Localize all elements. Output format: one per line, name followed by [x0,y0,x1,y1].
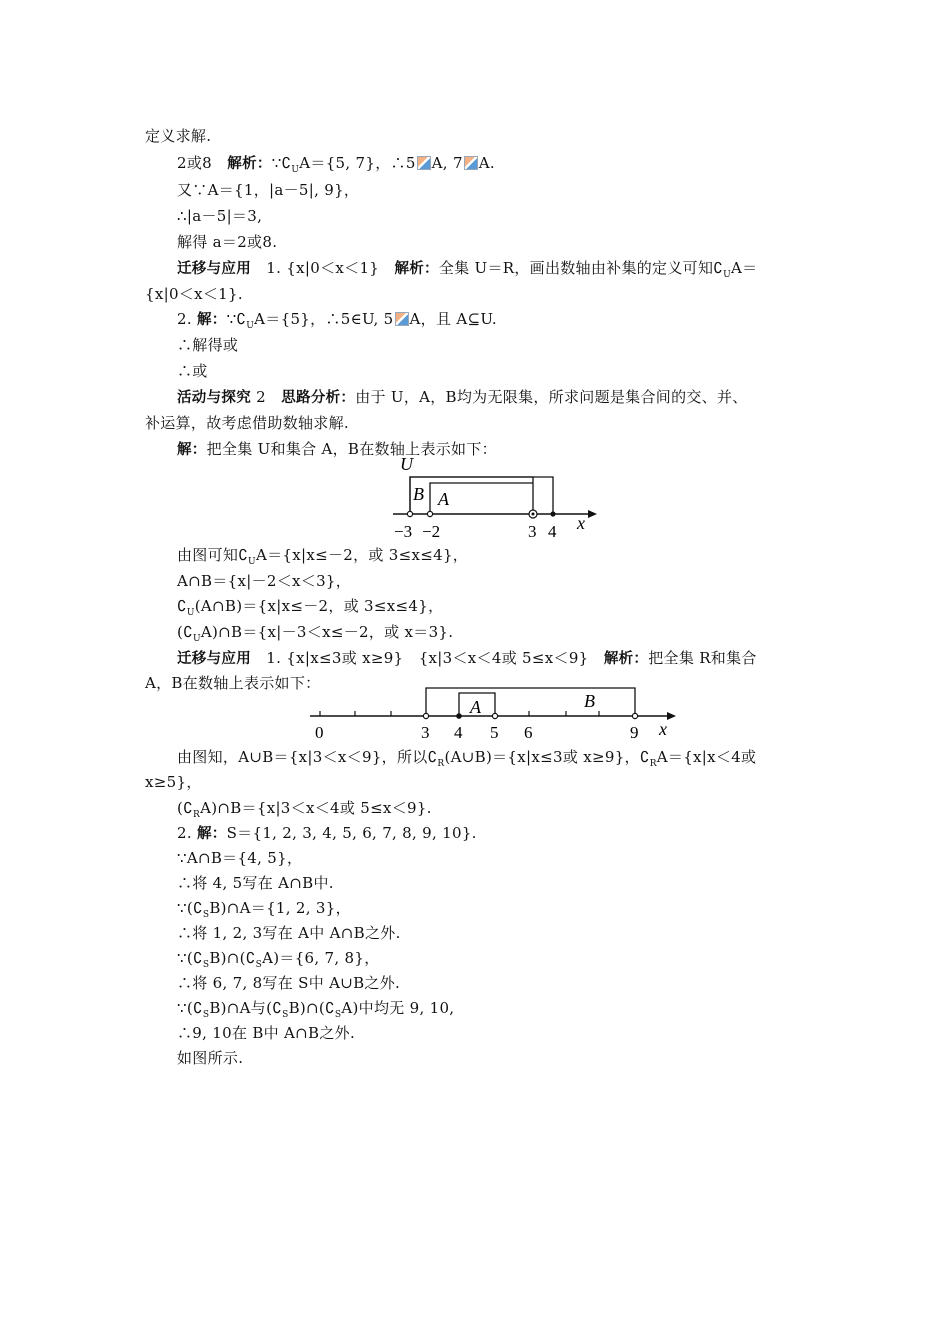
label-u: U [400,454,413,474]
closed-point [456,713,462,719]
number-line-figure-1 [388,449,598,545]
label-b: B [584,691,595,711]
set-b-bracket [426,688,635,716]
text-line: ∵A∩B＝{4, 5}， [177,849,303,867]
text-line: $(∁_UA)\cap B=\{x|-3<x\le-2$，或 x＝3}. [177,623,454,644]
text-line: A∩B＝{x|－2＜x＜3}， [177,572,352,590]
dot-point [532,513,535,516]
not-element-of-icon [417,156,431,170]
axis-arrow [667,712,676,720]
text-line: {x|0＜x＜1}. [145,285,243,303]
tick-label: 3 [421,723,430,741]
text-line: 由图可知$∁_UA=\{x|x\le-2$，或 3≤x≤4}， [177,546,469,567]
axis-arrow [588,510,597,518]
text-line: ∴解得或 [177,336,239,354]
open-point [407,511,412,516]
axis-label-x: x [577,513,585,533]
tick-label: −3 [394,522,413,541]
tick-label: 4 [548,522,557,541]
tick-label: −2 [422,522,441,541]
text-line: 定义求解. [145,127,212,145]
open-point [427,511,432,516]
text-line: 如图所示. [177,1049,244,1067]
text-line: 活动与探究 2 思路分析：由于 U，A，B均为无限集，所求问题是集合间的交、并、 [177,388,748,406]
text-line: 补运算，故考虑借助数轴求解. [145,414,349,432]
not-element-of-icon [395,312,409,326]
text-line: ∴将 6, 7, 8写在 S中 A∪B之外. [177,974,401,992]
label-a: A [470,697,481,717]
text-line: ∴或 [177,362,208,380]
text-line: 解：把全集 U和集合 A，B在数轴上表示如下： [177,440,497,458]
axis-label-x: x [659,719,667,739]
text-line: 解得 a＝2或8. [177,233,278,251]
number-line-figure-2 [305,683,680,741]
tick-label: 0 [315,723,324,741]
text-line: 2. 解：$\because∁_UA=\{5\}$，∴5∈U, 5 A，且 A⊆U. [177,310,497,331]
not-element-of-icon [464,156,478,170]
text-line: ∴将 4, 5写在 A∩B中. [177,874,334,892]
open-point [423,713,428,718]
tick-label: 6 [524,723,533,741]
text-line: $\because(∁_SB)\cap A=\{1$, 2, 3}， [177,899,351,920]
tick-label: 5 [490,723,499,741]
text-line: $∁_U(A\cap B)=\{x|x\le-2$，或 3≤x≤4}， [177,597,444,618]
text-line: ∴|a－5|＝3, [177,207,263,225]
text-line: 又∵A＝{1，|a－5|, 9}， [177,181,360,199]
text-line: ∴将 1, 2, 3写在 A中 A∩B之外. [177,924,401,942]
text-line: $(∁_RA)\cap B=\{x|3<x<4$或 5≤x＜9}. [177,799,432,820]
text-line: x≥5}， [145,773,202,791]
text-line: 迁移与应用 1. {x|0＜x＜1} 解析：全集 U＝R，画出数轴由补集的定义可知$∁_UA=$ [177,259,758,280]
label-a: A [438,489,449,509]
text-line: 迁移与应用 1. {x|x≤3或 x≥9} {x|3＜x＜4或 5≤x＜9} 解析：把全集 R和集合 [177,649,757,667]
tick-label: 4 [454,723,463,741]
closed-point [550,511,555,516]
text-line: $\because(∁_SB)\cap(∁_SA)=\{6$, 7, 8}， [177,949,380,970]
tick-label: 3 [528,522,537,541]
open-point [492,713,497,718]
open-point [632,713,637,718]
text-line: $\because(∁_SB)\cap A$与$(∁_SB)\cap(∁_SA)$中均无 9, 10, [177,999,455,1020]
tick-label: 9 [630,723,639,741]
text-line: 2. 解：S＝{1, 2, 3, 4, 5, 6, 7, 8, 9, 10}. [177,824,477,842]
text-line: ∴9, 10在 B中 A∩B之外. [177,1024,356,1042]
text-line: 2或8 解析：$\because∁_UA=\{5$, 7}，∴5 A, 7 A. [177,154,495,175]
text-line: 由图知，A∪B＝{x|3＜x＜9}，所以$∁_R(A\cup B)=\{x|x\le 3$或 x≥9}，$∁_RA=\{x|x<4$或 [177,748,757,769]
text-line: A，B在数轴上表示如下： [145,674,321,692]
label-b: B [413,484,424,504]
